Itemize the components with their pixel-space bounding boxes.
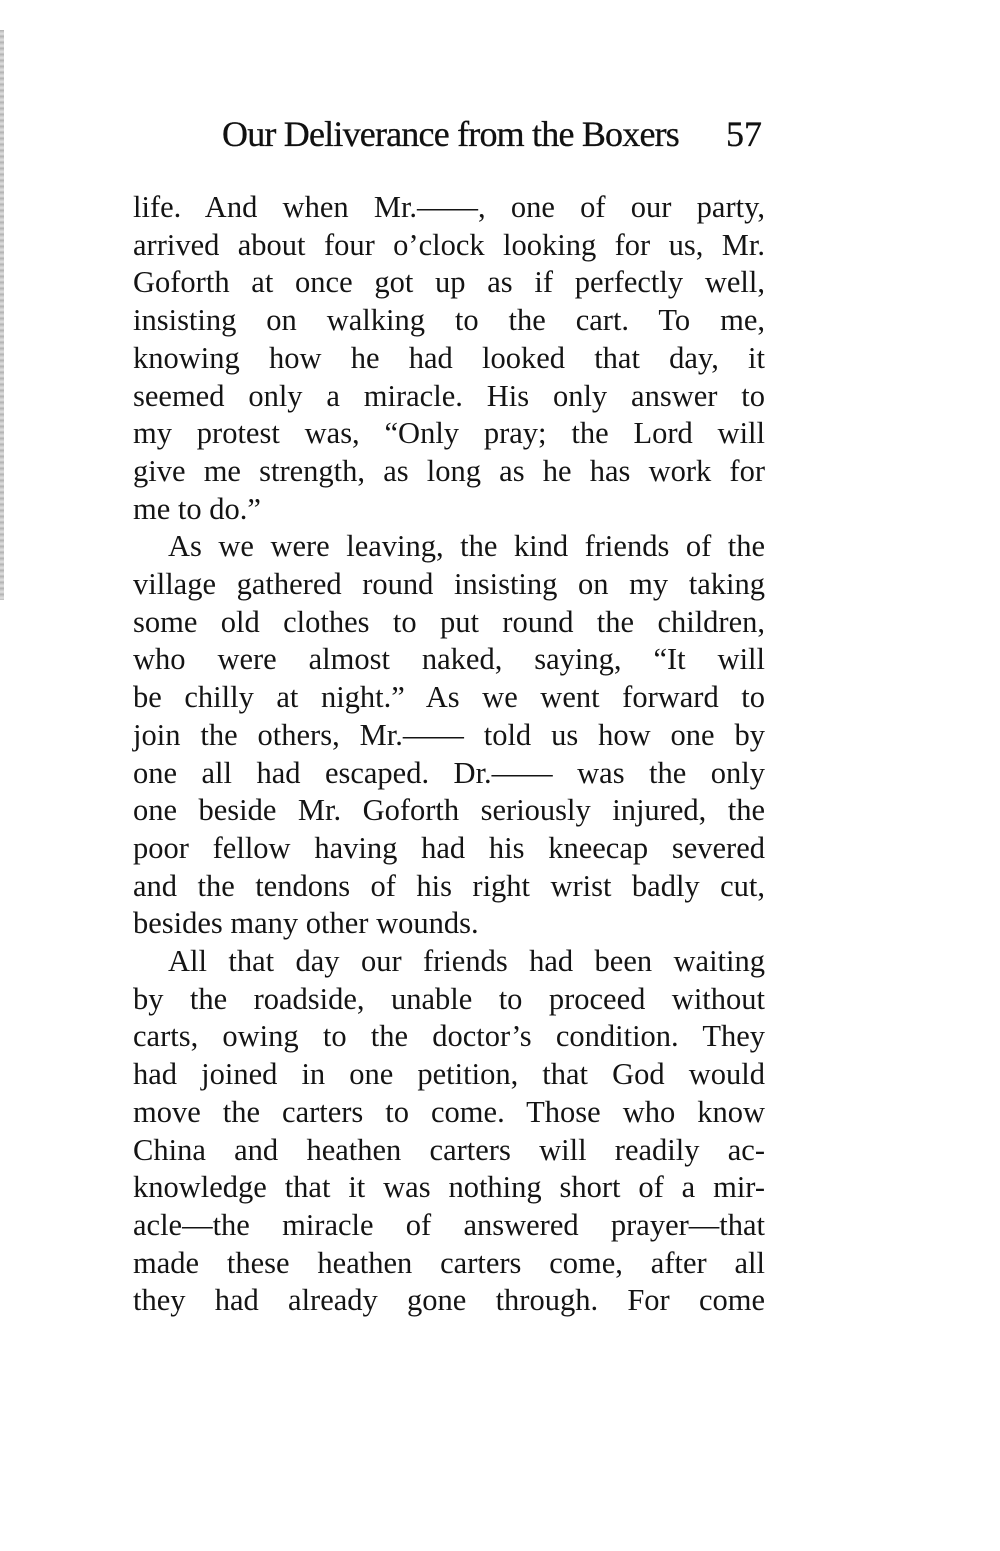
text-line: life. And when Mr.——, one of our party, [133, 190, 765, 224]
text-line: me to do.” [133, 491, 261, 526]
text-line: they had already gone through. For come [133, 1283, 765, 1318]
text-line: one beside Mr. Goforth seriously injured, the [133, 793, 765, 828]
text-line: All that day our friends had been waiting [168, 944, 765, 979]
text-line: by the roadside, unable to proceed without [133, 981, 765, 1016]
text-line: insisting on walking to the cart. To me, [133, 303, 765, 338]
text-line: be chilly at night.” As we went forward to [133, 680, 765, 715]
page-number: 57 [726, 114, 762, 154]
text-line: knowing how he had looked that day, it [133, 340, 765, 375]
body-text [133, 189, 765, 1320]
text-line: join the others, Mr.—— told us how one by [133, 717, 765, 752]
text-line: acle—the miracle of answered prayer—that [133, 1207, 765, 1242]
text-line: arrived about four o’clock looking for us, Mr. [133, 227, 765, 262]
text-line: who were almost naked, saying, “It will [133, 642, 765, 677]
text-line: As we were leaving, the kind friends of the [168, 529, 765, 564]
running-title: Our Deliverance from the Boxers [222, 114, 680, 154]
text-line: village gathered round insisting on my taking [133, 567, 765, 602]
text-line: carts, owing to the doctor’s condition. They [133, 1019, 765, 1054]
text-line: China and heathen carters will readily ac- [133, 1132, 765, 1167]
text-line: my protest was, “Only pray; the Lord will [133, 416, 765, 451]
text-line: knowledge that it was nothing short of a mir- [133, 1170, 765, 1205]
text-line: and the tendons of his right wrist badly cut, [133, 868, 765, 903]
text-line: made these heathen carters come, after all [133, 1245, 765, 1280]
text-line: one all had escaped. Dr.—— was the only [133, 755, 765, 790]
text-line: besides many other wounds. [133, 906, 479, 941]
text-line: seemed only a miracle. His only answer to [133, 378, 765, 413]
text-line: move the carters to come. Those who know [133, 1094, 765, 1129]
page-header [222, 108, 768, 160]
text-line: give me strength, as long as he has work for [133, 453, 765, 488]
page-binding-shadow [0, 30, 4, 600]
text-line: some old clothes to put round the children, [133, 604, 765, 639]
text-line: Goforth at once got up as if perfectly well, [133, 265, 765, 300]
text-line: had joined in one petition, that God would [133, 1057, 765, 1092]
text-line: poor fellow having had his kneecap severed [133, 830, 765, 865]
